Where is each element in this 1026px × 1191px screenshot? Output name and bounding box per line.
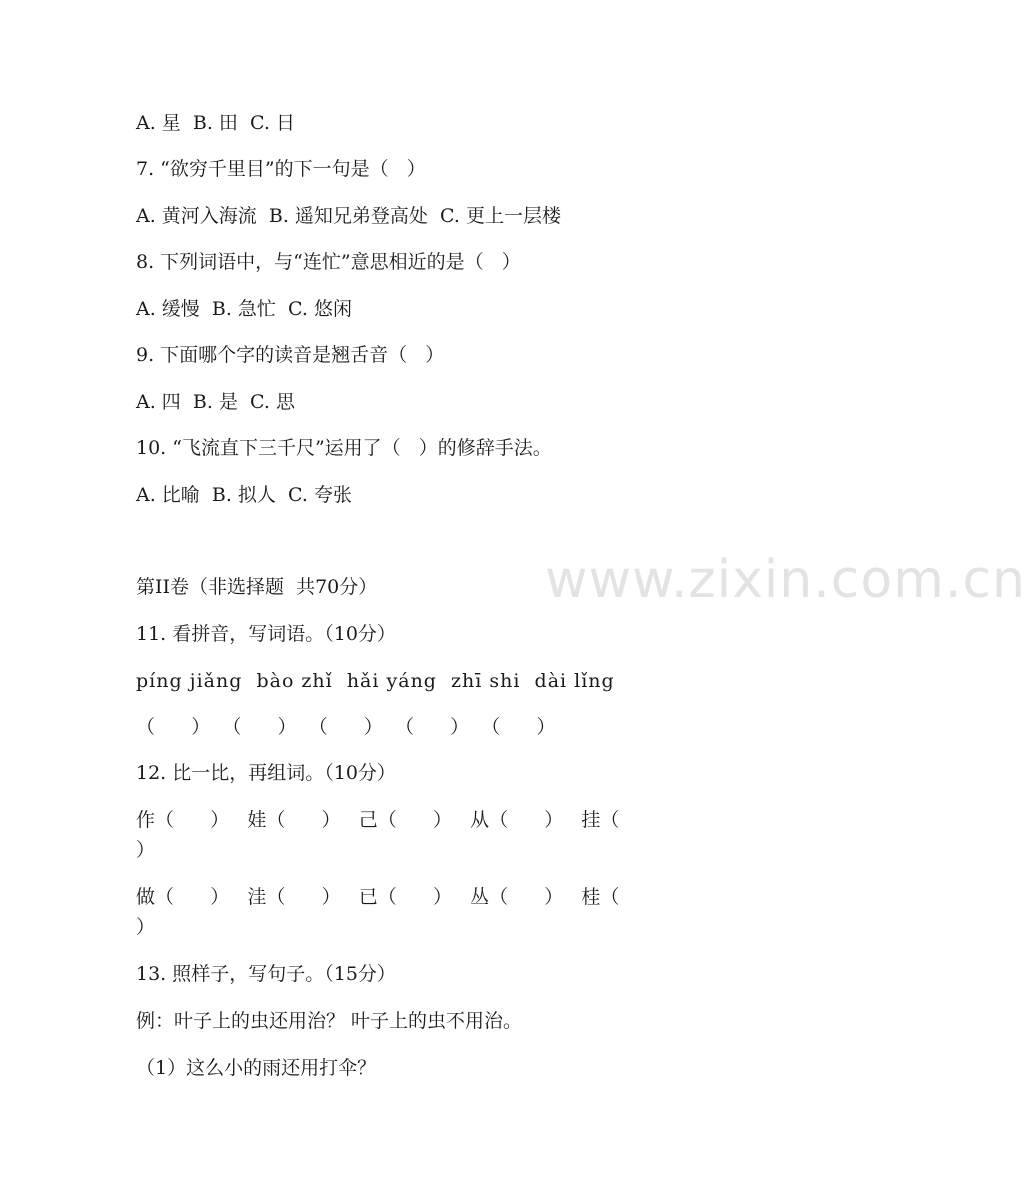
q12-question: 12. 比一比，再组词。（10分）	[136, 762, 396, 784]
q13-example: 例：叶子上的虫还用治？ 叶子上的虫不用治。	[136, 1010, 523, 1032]
q7-question: 7. “欲穷千里目”的下一句是（ ）	[136, 158, 426, 180]
q13-question: 13. 照样子，写句子。（15分）	[136, 963, 396, 985]
q13-item1: （1）这么小的雨还用打伞？	[136, 1057, 377, 1079]
q8-options: A. 缓慢 B. 急忙 C. 悠闲	[136, 298, 352, 320]
q10-options: A. 比喻 B. 拟人 C. 夸张	[136, 484, 352, 506]
q9-options: A. 四 B. 是 C. 思	[136, 391, 295, 413]
q12-row2: 做（ ） 洼（ ） 已（ ） 丛（ ） 桂（	[136, 886, 620, 908]
q12-row1: 作（ ） 娃（ ） 己（ ） 从（ ） 挂（	[136, 809, 620, 831]
watermark: www.zixin.com.cn	[545, 550, 1026, 610]
q7-options: A. 黄河入海流 B. 遥知兄弟登高处 C. 更上一层楼	[136, 205, 561, 227]
q6-options: A. 星 B. 田 C. 日	[136, 112, 295, 134]
section-title: 第II卷（非选择题 共70分）	[136, 576, 378, 598]
q11-question: 11. 看拼音，写词语。（10分）	[136, 623, 396, 645]
q10-question: 10. “飞流直下三千尺”运用了（ ）的修辞手法。	[136, 437, 552, 459]
q9-question: 9. 下面哪个字的读音是翘舌音（ ）	[136, 344, 445, 366]
q12-row2-cont: ）	[136, 916, 156, 938]
q8-question: 8. 下列词语中，与“连忙”意思相近的是（ ）	[136, 251, 521, 273]
q11-pinyin: píng jiǎng bào zhǐ hǎi yáng zhī shi dài lǐng	[136, 670, 615, 692]
q12-row1-cont: ）	[136, 839, 156, 861]
q11-blanks: （ ） （ ） （ ） （ ） （ ）	[136, 716, 556, 738]
